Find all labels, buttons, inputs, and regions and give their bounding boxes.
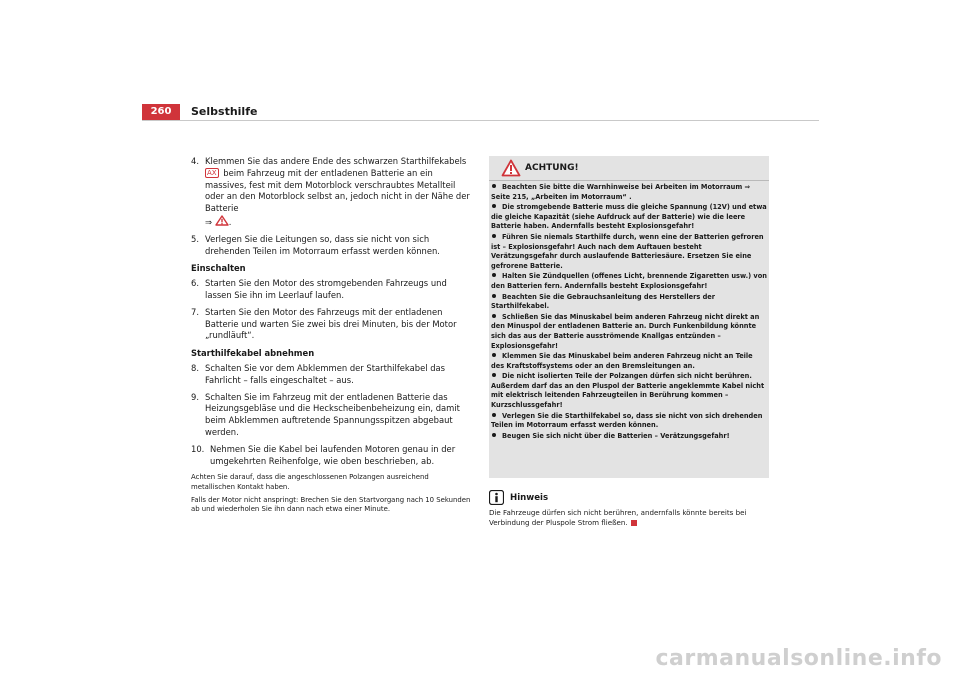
step-5 bbox=[191, 234, 473, 258]
warning-item bbox=[491, 293, 767, 312]
bullet-icon bbox=[492, 314, 496, 318]
step-number: 6. bbox=[191, 278, 199, 289]
end-square-icon bbox=[631, 520, 637, 526]
warning-list bbox=[491, 182, 767, 441]
warning-item bbox=[491, 432, 767, 442]
warning-item bbox=[491, 372, 767, 410]
hinweis-block bbox=[489, 490, 769, 528]
warning-item bbox=[491, 272, 767, 291]
reference-end: . bbox=[228, 216, 232, 227]
step-8 bbox=[191, 363, 473, 387]
warning-item-text: Die nicht isolierten Teile der Polzangen dürfen sich nicht berühren. Außerdem darf das an den Pluspol der Batterie angeklemmte Kabel nicht mit elektrisch leitenden Fahrzeugteilen in Berührung kommen – Kurzschlussgefahr! bbox=[491, 372, 765, 410]
warning-item-text: Beachten Sie bitte die Warnhinweise bei Arbeiten im Motorraum ⇒ Seite 215, „Arbeiten im Motorraum“ . bbox=[491, 183, 751, 201]
warning-item-text: Beugen Sie sich nicht über die Batterien – Verätzungsgefahr! bbox=[502, 431, 730, 440]
warning-item bbox=[491, 203, 767, 232]
warning-item bbox=[491, 233, 767, 271]
callout-badge: AX bbox=[207, 168, 217, 177]
hinweis-title: Hinweis bbox=[510, 492, 549, 503]
bullet-icon bbox=[492, 273, 496, 277]
warning-item bbox=[491, 183, 767, 202]
bullet-icon bbox=[492, 294, 496, 298]
step-6 bbox=[191, 278, 473, 302]
hinweis-text bbox=[489, 508, 769, 528]
note-restart: Falls der Motor nicht anspringt: Brechen Sie den Startvorgang nach 10 Sekunden ab und wiederholen Sie ihn dann nach etwa einer Minute. bbox=[191, 495, 471, 514]
warning-item-text: Verlegen Sie die Starthilfekabel so, dass sie nicht von sich drehenden Teilen im Motorraum erfasst werden können. bbox=[491, 411, 763, 430]
header-divider bbox=[142, 120, 819, 121]
step-9 bbox=[191, 392, 473, 439]
step-number: 5. bbox=[191, 233, 199, 244]
bullet-icon bbox=[492, 433, 496, 437]
step-text: Schalten Sie vor dem Abklemmen der Starthilfekabel das Fahrlicht – falls eingeschaltet – aus. bbox=[205, 362, 446, 385]
section-heading-abnehmen: Starthilfekabel abnehmen bbox=[191, 348, 315, 359]
step-text: Verlegen Sie die Leitungen so, dass sie nicht von sich drehenden Teilen im Motorraum erfasst werden können. bbox=[205, 233, 440, 256]
step-text: Schalten Sie im Fahrzeug mit der entladenen Batterie das Heizungsgebläse und die Heckscheibenbeheizung ein, damit beim Abklemmen auftretende Spannungsspitzen abgebaut werden. bbox=[205, 391, 460, 437]
bullet-icon bbox=[492, 353, 496, 357]
chapter-title: Selbsthilfe bbox=[191, 105, 258, 118]
hinweis-header bbox=[489, 490, 769, 505]
warning-title: ACHTUNG! bbox=[525, 163, 579, 173]
step-7 bbox=[191, 307, 473, 342]
step-text: Starten Sie den Motor des stromgebenden Fahrzeugs und lassen Sie ihn im Leerlauf laufen. bbox=[205, 278, 447, 300]
step-text: Klemmen Sie das andere Ende des schwarzen Starthilfekabels bbox=[205, 156, 467, 166]
warning-item-text: Die stromgebende Batterie muss die gleiche Spannung (12V) und etwa die gleiche Kapazität (siehe Aufdruck auf der Batterie) wie die leere Batterie haben. Andernfalls besteht Explosionsgefahr! bbox=[491, 203, 767, 231]
warning-item-text: Beachten Sie die Gebrauchsanleitung des Herstellers der Starthilfekabel. bbox=[491, 292, 716, 311]
step-number: 10. bbox=[191, 443, 205, 454]
warning-triangle-icon bbox=[215, 215, 229, 226]
warning-item-text: Klemmen Sie das Minuskabel beim anderen Fahrzeug nicht an Teile des Kraftstoffsystems oder an den Bremsleitungen an. bbox=[491, 352, 753, 370]
section-heading-einschalten: Einschalten bbox=[191, 263, 246, 274]
warning-triangle-icon bbox=[501, 159, 521, 177]
step-number: 8. bbox=[191, 362, 199, 373]
reference-arrow: ⇒ bbox=[205, 216, 213, 227]
hinweis-text-content: Die Fahrzeuge dürfen sich nicht berühren, andernfalls könnte bereits bei Verbindung der Pluspole Strom fließen. bbox=[489, 508, 747, 527]
bullet-icon bbox=[492, 413, 496, 417]
step-number: 7. bbox=[191, 306, 199, 317]
step-10 bbox=[191, 444, 473, 468]
step-text: Nehmen Sie die Kabel bei laufenden Motoren genau in der umgekehrten Reihenfolge, wie oben beschrieben, ab. bbox=[210, 443, 456, 466]
step-number: 9. bbox=[191, 391, 199, 402]
notes bbox=[191, 473, 473, 514]
warning-item-text: Führen Sie niemals Starthilfe durch, wenn eine der Batterien gefroren ist – Explosionsgefahr! Auch nach dem Auftauen besteht Verätzungsgefahr durch auslaufende Batteriesäure. Ersetzen Sie eine gefrorene Batterie. bbox=[491, 232, 764, 270]
warning-divider bbox=[489, 180, 769, 181]
info-icon bbox=[489, 490, 504, 505]
bullet-icon bbox=[492, 373, 496, 377]
bullet-icon bbox=[492, 234, 496, 238]
warning-box bbox=[489, 156, 769, 478]
warning-item bbox=[491, 352, 767, 371]
step-text-cont: beim Fahrzeug mit der entladenen Batterie an ein massives, fest mit dem Motorblock verschraubtes Metallteil oder an den Motorblock selbst an, jedoch nicht in der Nähe der Batterie bbox=[205, 167, 470, 214]
warning-item bbox=[491, 313, 767, 351]
warning-item bbox=[491, 412, 767, 431]
watermark: carmanualsonline.info bbox=[655, 646, 942, 671]
step-number: 4. bbox=[191, 156, 199, 166]
bullet-icon bbox=[492, 204, 496, 208]
page-number: 260 bbox=[142, 104, 180, 120]
instructions-column bbox=[191, 156, 473, 518]
step-4 bbox=[191, 156, 473, 229]
warning-item-text: Schließen Sie das Minuskabel beim anderen Fahrzeug nicht direkt an den Minuspol der entladenen Batterie an. Durch Funkenbildung könnte sich das aus der Batterie ausströmende Knallgas entzünden – Explosionsgefahr! bbox=[491, 312, 760, 350]
step-text: Starten Sie den Motor des Fahrzeugs mit der entladenen Batterie und warten Sie zwei bis drei Minuten, bis der Motor „rundläuft“. bbox=[205, 306, 457, 341]
bullet-icon bbox=[492, 184, 496, 188]
warning-item-text: Halten Sie Zündquellen (offenes Licht, brennende Zigaretten usw.) von den Batterien fern. Andernfalls besteht Explosionsgefahr! bbox=[491, 272, 767, 290]
note-contact: Achten Sie darauf, dass die angeschlossenen Polzangen ausreichend metallischen Kontakt haben. bbox=[191, 473, 429, 491]
